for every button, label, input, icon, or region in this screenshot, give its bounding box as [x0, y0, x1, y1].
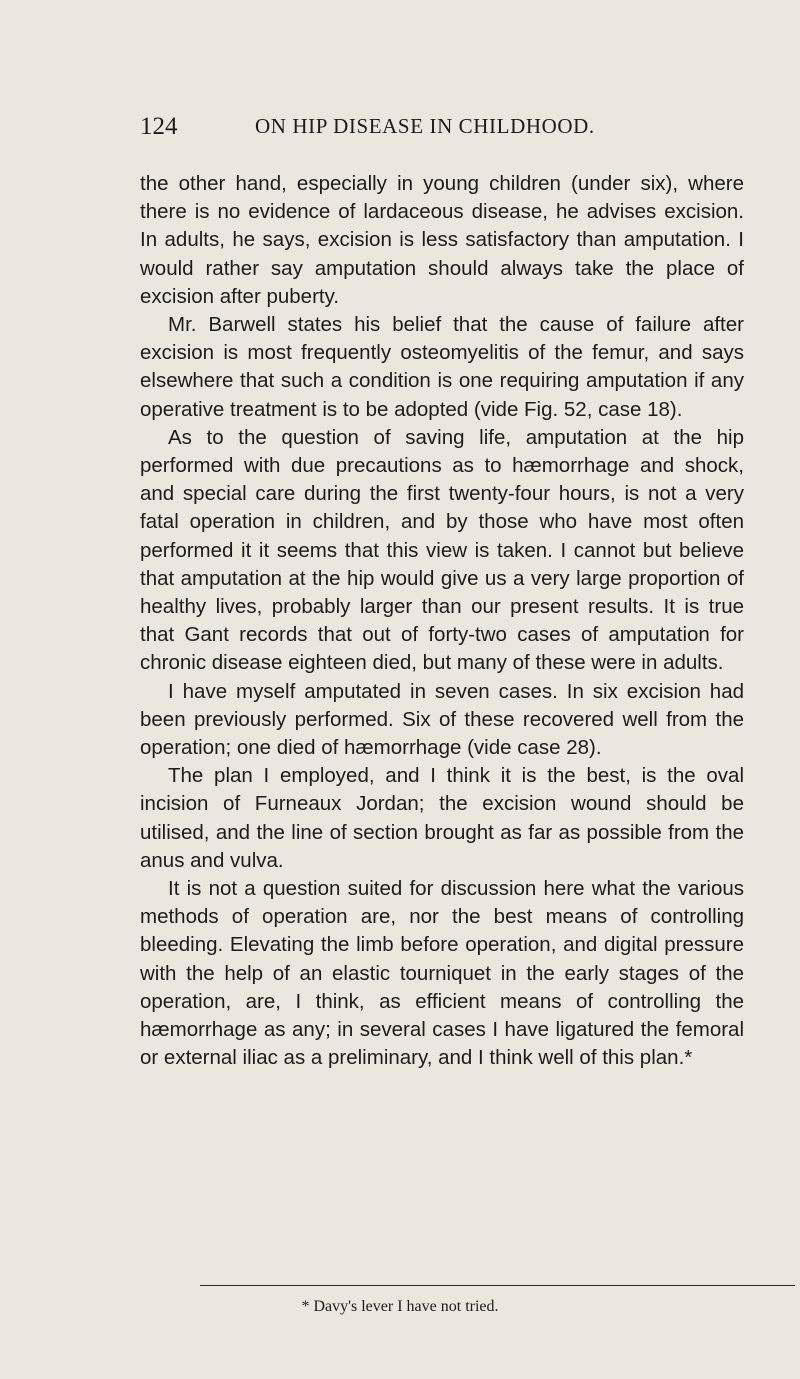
- paragraph-3: As to the question of saving life, amputation at the hip performed with due precautions as to hæmorrhage and shock, and special care during the first twenty-four hours, is not a very fatal operation in children, and by those who have most often performed it it seems that this view is taken. I cannot but believe that amputation at the hip would give us a very large proportion of healthy lives, probably larger than our present results. It is true that Gant records that out of forty-two cases of amputation for chronic disease eighteen died, but many of these were in adults.: [140, 425, 744, 675]
- running-head: ON HIP DISEASE IN CHILDHOOD.: [255, 114, 595, 138]
- paragraph-5: The plan I employed, and I think it is the best, is the oval incision of Furneaux Jordan; the excision wound should be utilised, and the line of section brought as far as possible from the anus and vulva.: [140, 764, 744, 872]
- paragraph-6: It is not a question suited for discussion here what the various methods of operation are, nor the best means of controlling bleeding. Elevating the limb before operation, and digital pressure with the help of an elastic tourniquet in the early stages of the operation, are, I think, as efficient means of controlling the hæmorrhage as any; in several cases I have ligatured the femoral or external iliac as a preliminary, and I think well of this plan.*: [140, 877, 744, 1070]
- page-header: [140, 113, 740, 143]
- paragraph-2: Mr. Barwell states his belief that the cause of failure after excision is most frequently osteomyelitis of the femur, and says elsewhere that such a condition is one requiring amputation if any operative treatment is to be adopted (vide Fig. 52, case 18).: [140, 313, 744, 421]
- footnote-rule: [200, 1285, 795, 1286]
- body-text: [140, 170, 744, 1073]
- paragraph-1: the other hand, especially in young children (under six), where there is no evidence of lardaceous disease, he advises excision. In adults, he says, excision is less satisfactory than amputation. I would rather say amputation should always take the place of excision after puberty.: [140, 172, 744, 308]
- page-number: 124: [140, 113, 178, 140]
- paragraph-4: I have myself amputated in seven cases. In six excision had been previously performed. Six of these recovered well from the operation; one died of hæmorrhage (vide case 28).: [140, 679, 744, 760]
- footnote: * Davy's lever I have not tried.: [301, 1298, 499, 1315]
